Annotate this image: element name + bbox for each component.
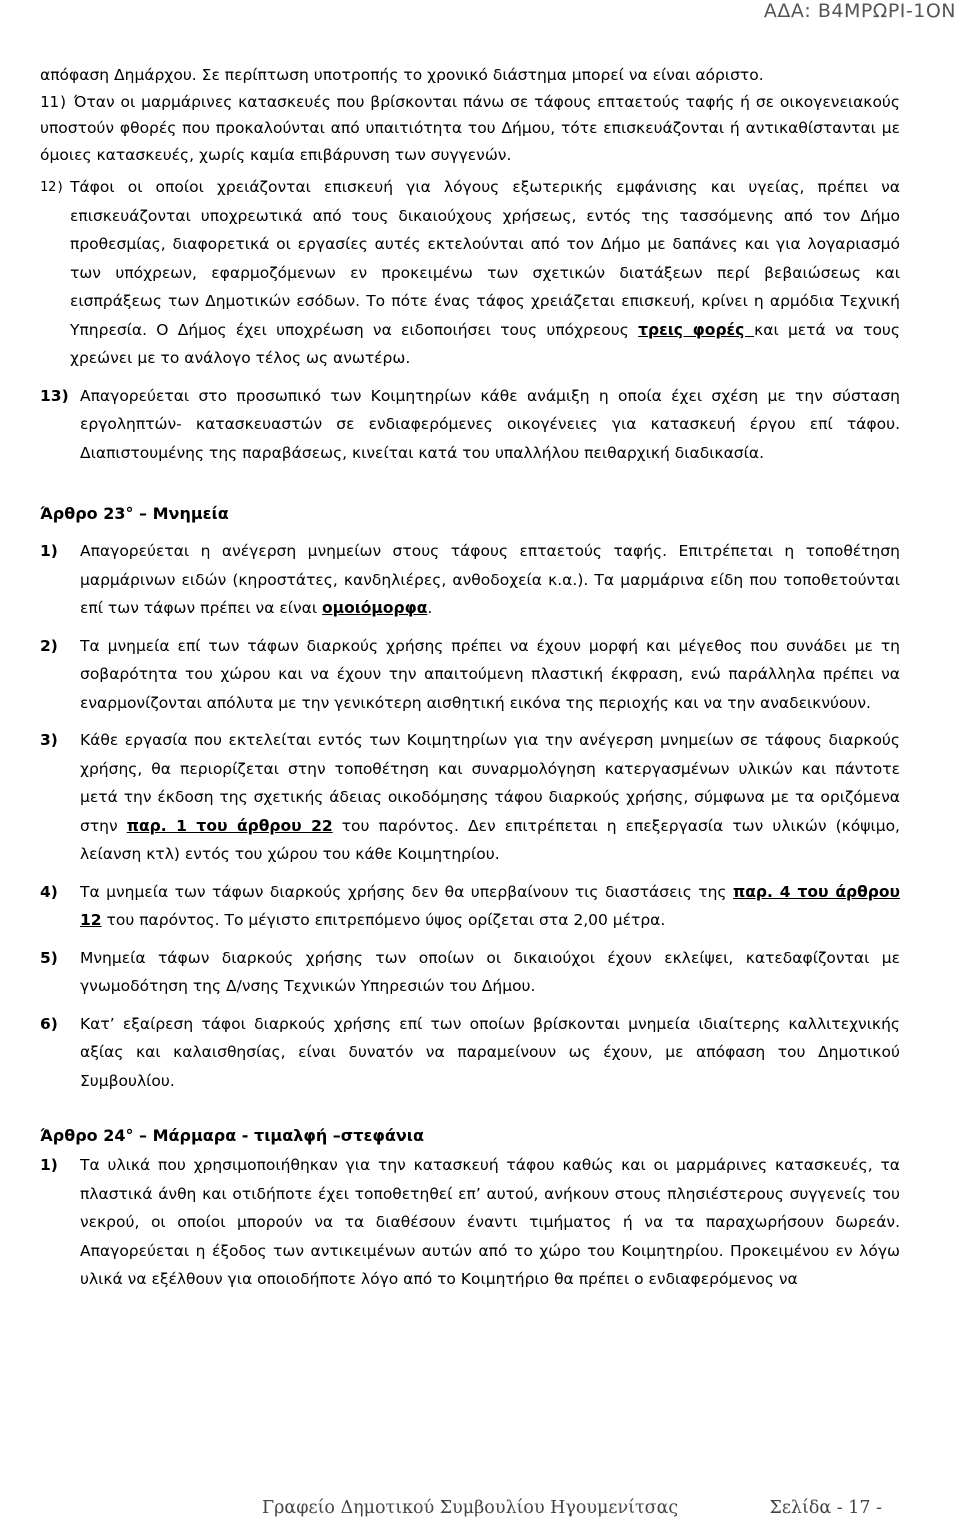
article-23-item-4 (40, 878, 900, 935)
article-23-item-text-after: του παρόντος. Το μέγιστο επιτρεπόμενο ύψος ορίζεται στα 2,00 μέτρα. (101, 911, 666, 929)
article-23-item-body (80, 944, 900, 1001)
item-13-text: Απαγορεύεται στο προσωπικό των Κοιμητηρίων κάθε ανάμιξη η οποία έχει σχέση με την σύσταση εργοληπτών- κατασκευαστών σε ενδιαφερόμενες οικογένειες για κατασκευή έργου επί τάφου. Διαπιστουμένης της παραβάσεως, κινείται κατά του υπαλλήλου πειθαρχική διαδικασία. (80, 386, 900, 462)
article-23-item-3 (40, 726, 900, 869)
article-23-items (40, 537, 900, 1095)
article-23-item-emphasis: ομοιόμορφα (322, 599, 428, 617)
article-23-item-body (80, 878, 900, 935)
page-footer (262, 1498, 882, 1518)
article-23-item-body (80, 1010, 900, 1096)
article-23-item-text: Κατ’ εξαίρεση τάφοι διαρκούς χρήσης επί των οποίων βρίσκονται μνημεία ιδιαίτερης καλλιτεχνικής αξίας και καλαισθησίας, είναι δυνατόν να παραμείνουν ως έχουν, με απόφαση του Δημοτικού Συμβουλίου. (80, 1014, 900, 1090)
article-23-item-text: Τα μνημεία επί των τάφων διαρκούς χρήσης πρέπει να έχουν μορφή και μέγεθος που συνάδει με τη σοβαρότητα του χώρου και να έχουν την απαιτούμενη πλαστική έκφραση, ενώ παράλληλα πρέπει να εναρμονίζονται απόλυτα με την γενικότερη αισθητική εικόνα της περιοχής και να την αναδεικνύουν. (80, 636, 900, 712)
article-23-item-text: Κάθε εργασία που εκτελείται εντός των Κοιμητηρίων για την ανέγερση μνημείων σε τάφους διαρκούς χρήσης, θα περιορίζεται στην τοποθέτηση και συναρμολόγηση κατεργασμένων υλικών και πάντοτε μετά την έκδοση της σχετικής άδειας οικοδόμησης τάφου διαρκούς χρήσης, σύμφωνα με τα οριζόμενα στην (80, 731, 900, 835)
item-12-text-after: και μετά να τους χρεώνει με το ανάλογο τέλος ως ανωτέρω. (70, 320, 900, 367)
article-23-item-text-after: του παρόντος. Δεν επιτρέπεται η επεξεργασία των υλικών (κόψιμο, λείανση κτλ) εντός του χώρου του κάθε Κοιμητηρίου. (80, 816, 900, 863)
article-24-heading: Άρθρο 24° – Μάρμαρα - τιμαλφή –στεφάνια (40, 1126, 425, 1145)
article-23-item-number: 6) (40, 1014, 58, 1033)
article-23-item-number: 2) (40, 636, 58, 655)
item-11 (40, 89, 900, 169)
article-23-item-emphasis: παρ. 4 του άρθρου 12 (80, 882, 900, 929)
item-12-text: Τάφοι οι οποίοι χρειάζονται επισκευή για λόγους εξωτερικής εμφάνισης και υγείας, πρέπει να επισκευάζονται υποχρεωτικά από τους δικαιούχους χρήσεως, εντός της τασσόμενης από τον Δήμο προθεσμίας, διαφορετικά οι εργασίες αυτές εκτελούνται από τον Δήμο με δαπάνες και για λογαριασμό των υπόχρεων, εφαρμοζόμενων εν προκειμένω των σχετικών διατάξεων περί βεβαιώσεως και εισπράξεως των Δημοτικών εσόδων. Το πότε ένας τάφος χρειάζεται επισκευή, κρίνει η αρμόδια Τεχνική Υπηρεσία. Ο Δήμος έχει υποχρέωση να ειδοποιήσει τους υπόχρεους (70, 178, 900, 339)
article-24-item-number: 1) (40, 1156, 58, 1174)
article-23-item-body (80, 726, 900, 869)
article-23-item-number: 4) (40, 882, 58, 901)
footer-office: Γραφείο Δημοτικού Συμβουλίου Ηγουμενίτσας (262, 1498, 679, 1518)
article-23-item-2 (40, 632, 900, 718)
article-24-item-body (80, 1151, 900, 1294)
article-23-item-text: Μνημεία τάφων διαρκούς χρήσης των οποίων οι δικαιούχοι έχουν εκλείψει, κατεδαφίζονται με γνωμοδότηση της Δ/νσης Τεχνικών Υπηρεσιών του Δήμου. (80, 948, 900, 995)
item-12-emphasis: τρεις φορές (638, 320, 755, 339)
article-23-item-1 (40, 537, 900, 623)
article-23-item-body (80, 632, 900, 718)
article-23-item-text-after: . (427, 599, 433, 617)
document-body (40, 62, 900, 1294)
article-23-item-text: Τα μνημεία των τάφων διαρκούς χρήσης δεν θα υπερβαίνουν τις διαστάσεις της (80, 882, 733, 901)
item-11-text: Όταν οι μαρμάρινες κατασκευές που βρίσκονται πάνω σε τάφους επταετούς ταφής ή σε οικογενειακούς υποστούν φθορές που προκαλούνται από υπαιτιότητα του Δήμου, τότε επισκευάζονται ή αντικαθίστανται με όμοιες κατασκευές, χωρίς καμία επιβάρυνση των συγγενών. (40, 92, 900, 164)
item-12-number: 12) (40, 179, 65, 195)
item-13 (40, 382, 900, 468)
footer-page-number: Σελίδα - 17 - (769, 1498, 882, 1518)
article-23-item-number: 5) (40, 948, 58, 967)
article-23-item-number: 3) (40, 731, 58, 749)
article-23-item-5 (40, 944, 900, 1001)
article-23-heading: Άρθρο 23° – Μνημεία (40, 504, 229, 523)
item-12 (40, 173, 900, 373)
article-23-item-6 (40, 1010, 900, 1096)
article-24-item-text: Τα υλικά που χρησιμοποιήθηκαν για την κατασκευή τάφου καθώς και οι μαρμάρινες κατασκευές, τα πλαστικά άνθη και οτιδήποτε έχει τοποθετηθεί επ’ αυτού, ανήκουν στους πλησιέστερους συγγενείς του νεκρού, οι οποίοι μπορούν να τα διαθέσουν έναντι τιμήματος ή να τα παραχωρήσουν δωρεάν. Απαγορεύεται η έξοδος των αντικειμένων αυτών από το χώρο του Κοιμητηρίου. Προκειμένου εν λόγω υλικά να εξέλθουν για οποιοδήποτε λόγο από το Κοιμητήριο θα πρέπει ο ενδιαφερόμενος να (80, 1156, 900, 1288)
item-12-body (70, 173, 900, 373)
article-24-items (40, 1151, 900, 1294)
article-24-item-1 (40, 1151, 900, 1294)
article-23-item-emphasis: παρ. 1 του άρθρου 22 (126, 816, 333, 835)
article-23-item-body (80, 537, 900, 623)
item-13-number: 13) (40, 386, 69, 405)
item-11-number: 11) (40, 92, 68, 111)
article-23-item-text: Απαγορεύεται η ανέγερση μνημείων στους τάφους επταετούς ταφής. Επιτρέπεται η τοποθέτηση μαρμάρινων ειδών (κηροστάτες, κανδηλιέρες, ανθοδοχεία κ.α.). Τα μαρμάρινα είδη που τοποθετούνται επί των τάφων πρέπει να είναι (80, 542, 900, 617)
article-23-item-number: 1) (40, 542, 58, 560)
ada-code: ΑΔΑ: Β4ΜΡΩΡΙ-1ΟΝ (763, 0, 956, 22)
intro-paragraph: απόφαση Δημάρχου. Σε περίπτωση υποτροπής το χρονικό διάστημα μπορεί να είναι αόριστο. (40, 66, 764, 84)
